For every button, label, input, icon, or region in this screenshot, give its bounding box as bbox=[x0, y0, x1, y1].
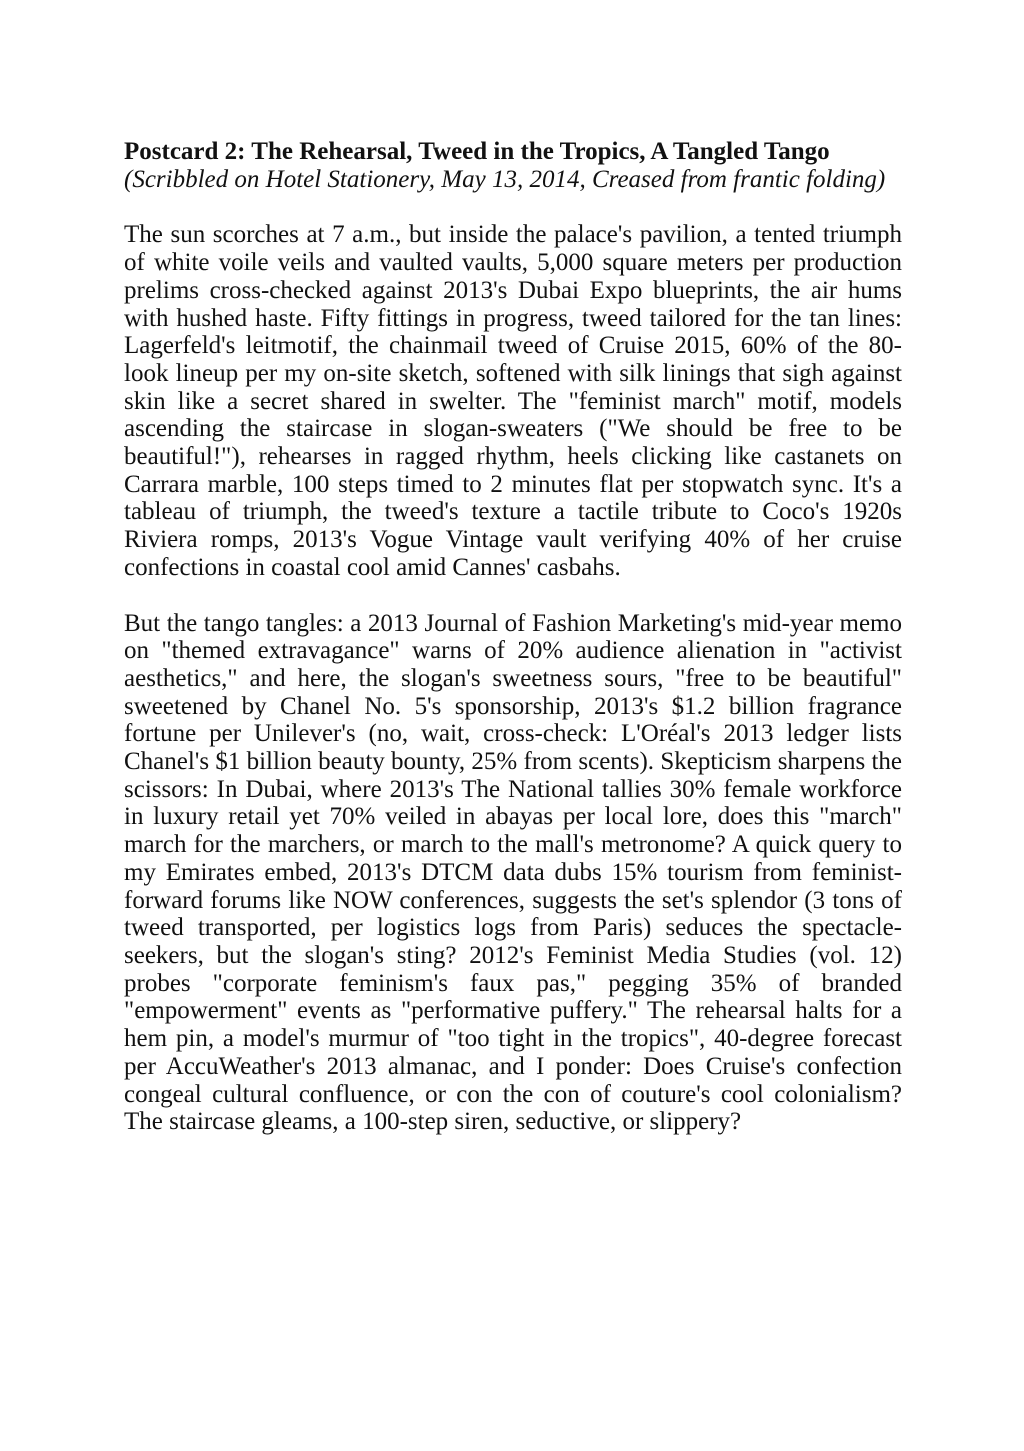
postcard-title: Postcard 2: The Rehearsal, Tweed in the Tropics, A Tangled Tango bbox=[124, 138, 830, 165]
document-page bbox=[124, 138, 902, 1164]
paragraph-tango: But the tango tangles: a 2013 Journal of Fashion Marketing's mid-year memo on "themed extravagance" warns of 20% audience alienation in "activist aesthetics," and here, the slogan's sweetness sours, "free to be beautiful" sweetened by Chanel No. 5's sponsorship, 2013's $1.2 billion fragrance fortune per Unilever's (no, wait, cross-check: L'Oréal's 2013 ledger lists Chanel's $1 billion beauty bounty, 25% from scents). Skepticism sharpens the scissors: In Dubai, where 2013's The National tallies 30% female workforce in luxury retail yet 70% veiled in abayas per local lore, does this "march" march for the marchers, or march to the mall's metronome? A quick query to my Emirates embed, 2013's DTCM data dubs 15% tourism from feminist-forward forums like NOW conferences, suggests the set's splendor (3 tons of tweed transported, per logistics logs from Paris) seduces the spectacle-seekers, but the slogan's sting? 2012's Feminist Media Studies (vol. 12) probes "corporate feminism's faux pas," pegging 35% of branded "empowerment" events as "performative puffery." The rehearsal halts for a hem pin, a model's murmur of "too tight in the tropics", 40-degree forecast per AccuWeather's 2013 almanac, and I ponder: Does Cruise's confection congeal cultural confluence, or con the con of couture's cool colonialism? The staircase gleams, a 100-step siren, seductive, or slippery? bbox=[124, 609, 902, 1136]
postcard-subtitle: (Scribbled on Hotel Stationery, May 13, 2014, Creased from frantic folding) bbox=[124, 165, 886, 193]
paragraph-rehearsal: The sun scorches at 7 a.m., but inside the palace's pavilion, a tented triumph of white voile veils and vaulted vaults, 5,000 square meters per production prelims cross-checked against 2013's Dubai Expo blueprints, the air hums with hushed haste. Fifty fittings in progress, tweed tailored for the tan lines: Lagerfeld's leitmotif, the chainmail tweed of Cruise 2015, 60% of the 80-look lineup per my on-site sketch, softened with silk linings that sigh against skin like a secret shared in swelter. The "feminist march" motif, models ascending the staircase in slogan-sweaters ("We should be free to be beautiful!"), rehearses in ragged rhythm, heels clicking like castanets on Carrara marble, 100 steps timed to 2 minutes flat per stopwatch sync. It's a tableau of triumph, the tweed's texture a tactile tribute to Coco's 1920s Riviera romps, 2013's Vogue Vintage vault verifying 40% of her cruise confections in coastal cool amid Cannes' casbahs. bbox=[124, 221, 902, 581]
